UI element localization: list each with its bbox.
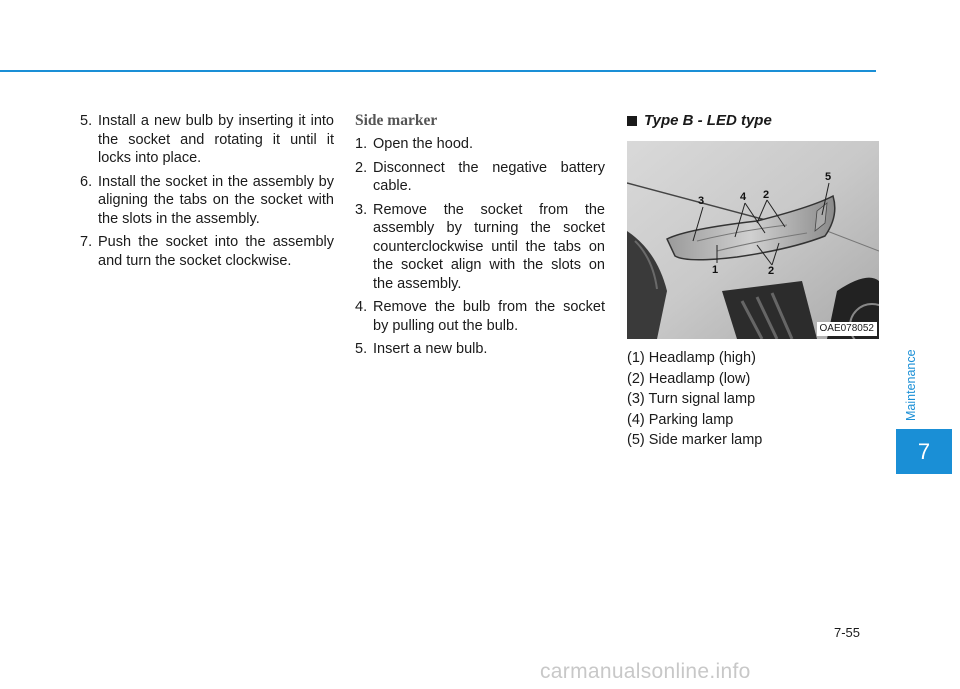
left-column	[80, 112, 334, 275]
step-text: Remove the socket from the assembly by turning the socket counterclockwise until the tabs on the socket align with the slots on the assembly.	[373, 201, 605, 292]
chapter-tab: 7	[896, 429, 952, 474]
left-steps	[80, 112, 334, 270]
step-item	[80, 173, 334, 229]
step-text: Open the hood.	[373, 136, 473, 152]
legend-item: (4) Parking lamp	[627, 411, 734, 428]
step-number: 4.	[355, 299, 368, 315]
step-number: 7.	[80, 234, 93, 250]
callout-label: 1	[712, 264, 719, 276]
step-text: Insert a new bulb.	[373, 341, 488, 357]
middle-column	[355, 112, 605, 364]
footer-watermark: carmanualsonline.info	[540, 660, 751, 683]
top-rule	[0, 70, 876, 72]
figure-code: OAE078052	[817, 322, 878, 336]
type-heading	[627, 112, 879, 130]
callout-label: 4	[740, 191, 747, 203]
side-marker-steps	[355, 135, 605, 359]
callout-label: 5	[825, 171, 832, 183]
step-text: Remove the bulb from the socket by pulling out the bulb.	[373, 299, 605, 334]
callout-label: 3	[698, 195, 705, 207]
step-number: 6.	[80, 173, 93, 190]
step-item	[355, 201, 605, 294]
callout-label: 2	[768, 265, 775, 277]
step-number: 2.	[355, 159, 368, 176]
legend-item: (1) Headlamp (high)	[627, 350, 756, 366]
step-number: 1.	[355, 136, 368, 152]
step-item	[355, 159, 605, 196]
step-item	[355, 135, 605, 154]
legend-item: (3) Turn signal lamp	[627, 391, 756, 408]
type-heading-text: Type B - LED type	[644, 112, 772, 129]
step-item	[80, 112, 334, 168]
step-text: Push the socket into the assembly and turn the socket clockwise.	[98, 234, 334, 269]
step-item	[355, 340, 605, 359]
step-number: 5.	[355, 341, 368, 357]
headlamp-figure	[627, 141, 879, 339]
page-number: 7-55	[834, 625, 861, 640]
step-item	[80, 233, 334, 270]
legend-item: (5) Side marker lamp	[627, 432, 763, 449]
step-text: Disconnect the negative battery cable.	[373, 159, 605, 194]
legend-item: (2) Headlamp (low)	[627, 370, 751, 387]
section-side-label: Maintenance	[904, 349, 918, 421]
headlamp-illustration	[627, 141, 879, 339]
lamp-legend	[627, 349, 879, 449]
right-column	[627, 112, 879, 452]
step-item	[355, 298, 605, 335]
section-title: Side marker	[355, 112, 438, 129]
step-number: 5.	[80, 113, 93, 129]
square-bullet-icon	[627, 116, 637, 126]
step-text: Install the socket in the assembly by aligning the tabs on the socket with the slots in the assembly.	[98, 173, 334, 227]
callout-label: 2	[763, 189, 770, 201]
step-number: 3.	[355, 201, 368, 218]
step-text: Install a new bulb by inserting it into the socket and rotating it until it locks into place.	[98, 113, 334, 166]
